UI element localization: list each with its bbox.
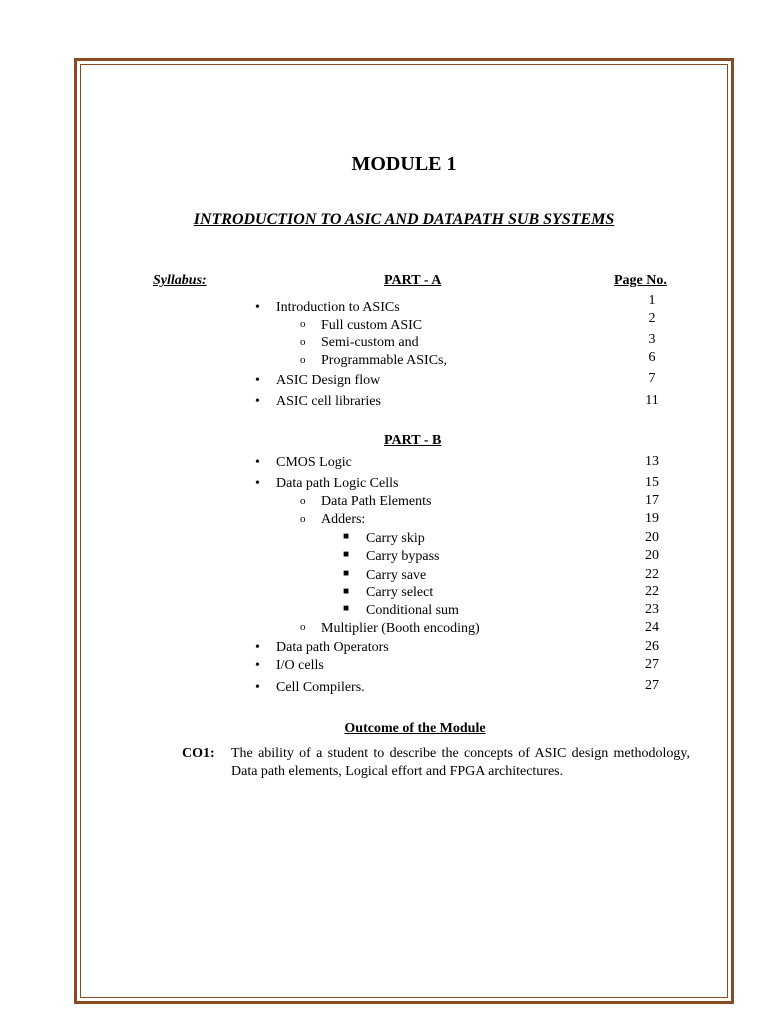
- bullet-icon: •: [255, 394, 260, 409]
- square-bullet-icon: ■: [343, 549, 350, 560]
- toc-page: 27: [645, 657, 659, 672]
- part-a-heading: PART - A: [384, 273, 442, 288]
- toc-page: 17: [645, 493, 659, 508]
- toc-page: 1: [648, 293, 656, 308]
- circle-bullet-icon: o: [300, 513, 306, 525]
- bullet-icon: •: [255, 640, 260, 655]
- toc-page: 23: [645, 602, 659, 617]
- toc-item: Carry bypass: [366, 549, 440, 564]
- toc-page: 22: [645, 567, 659, 582]
- circle-bullet-icon: o: [300, 336, 306, 348]
- toc-item: Carry select: [366, 585, 434, 600]
- toc-page: 15: [645, 475, 659, 490]
- toc-page: 26: [645, 639, 659, 654]
- bullet-icon: •: [255, 455, 260, 470]
- toc-item: ASIC Design flow: [276, 373, 381, 388]
- toc-item: I/O cells: [276, 658, 324, 673]
- circle-bullet-icon: o: [300, 318, 306, 330]
- syllabus-label: Syllabus:: [153, 273, 207, 288]
- toc-page: 27: [645, 678, 659, 693]
- bullet-icon: •: [255, 680, 260, 695]
- square-bullet-icon: ■: [343, 531, 350, 542]
- square-bullet-icon: ■: [343, 603, 350, 614]
- toc-item: Introduction to ASICs: [276, 300, 400, 315]
- toc-item: Cell Compilers.: [276, 680, 365, 695]
- toc-item: Carry save: [366, 568, 427, 583]
- circle-bullet-icon: o: [300, 621, 306, 633]
- toc-item: Data Path Elements: [321, 494, 432, 509]
- toc-page: 24: [645, 620, 659, 635]
- toc-page: 19: [645, 511, 659, 526]
- toc-item: Conditional sum: [366, 603, 459, 618]
- toc-item: Full custom ASIC: [321, 318, 423, 333]
- page-no-label: Page No.: [614, 273, 667, 288]
- toc-page: 20: [645, 530, 659, 545]
- square-bullet-icon: ■: [343, 586, 350, 597]
- co-label: CO1:: [182, 746, 215, 761]
- toc-item: Data path Logic Cells: [276, 476, 399, 491]
- bullet-icon: •: [255, 476, 260, 491]
- bullet-icon: •: [255, 658, 260, 673]
- toc-page: 11: [645, 393, 659, 408]
- toc-page: 13: [645, 454, 659, 469]
- bullet-icon: •: [255, 373, 260, 388]
- toc-item: Data path Operators: [276, 640, 389, 655]
- circle-bullet-icon: o: [300, 354, 306, 366]
- circle-bullet-icon: o: [300, 495, 306, 507]
- toc-item: CMOS Logic: [276, 455, 352, 470]
- toc-page: 20: [645, 548, 659, 563]
- toc-item: Semi-custom and: [321, 335, 419, 350]
- toc-page: 22: [645, 584, 659, 599]
- toc-item: Carry skip: [366, 531, 425, 546]
- toc-item: ASIC cell libraries: [276, 394, 381, 409]
- toc-page: 3: [648, 332, 656, 347]
- toc-page: 7: [648, 371, 656, 386]
- module-title: MODULE 1: [351, 153, 457, 175]
- toc-page: 6: [648, 350, 656, 365]
- toc-item: Multiplier (Booth encoding): [321, 621, 480, 636]
- toc-item: Adders:: [321, 512, 366, 527]
- module-subtitle: INTRODUCTION TO ASIC AND DATAPATH SUB SYSTEMS: [193, 211, 615, 228]
- co-description: The ability of a student to describe the concepts of ASIC design methodology, Data path elements, Logical effort and FPGA architectures.: [231, 746, 690, 779]
- part-b-heading: PART - B: [384, 433, 442, 448]
- toc-page: 2: [648, 311, 656, 326]
- outcome-heading: Outcome of the Module: [344, 721, 486, 736]
- square-bullet-icon: ■: [343, 568, 350, 579]
- toc-item: Programmable ASICs,: [321, 353, 447, 368]
- bullet-icon: •: [255, 300, 260, 315]
